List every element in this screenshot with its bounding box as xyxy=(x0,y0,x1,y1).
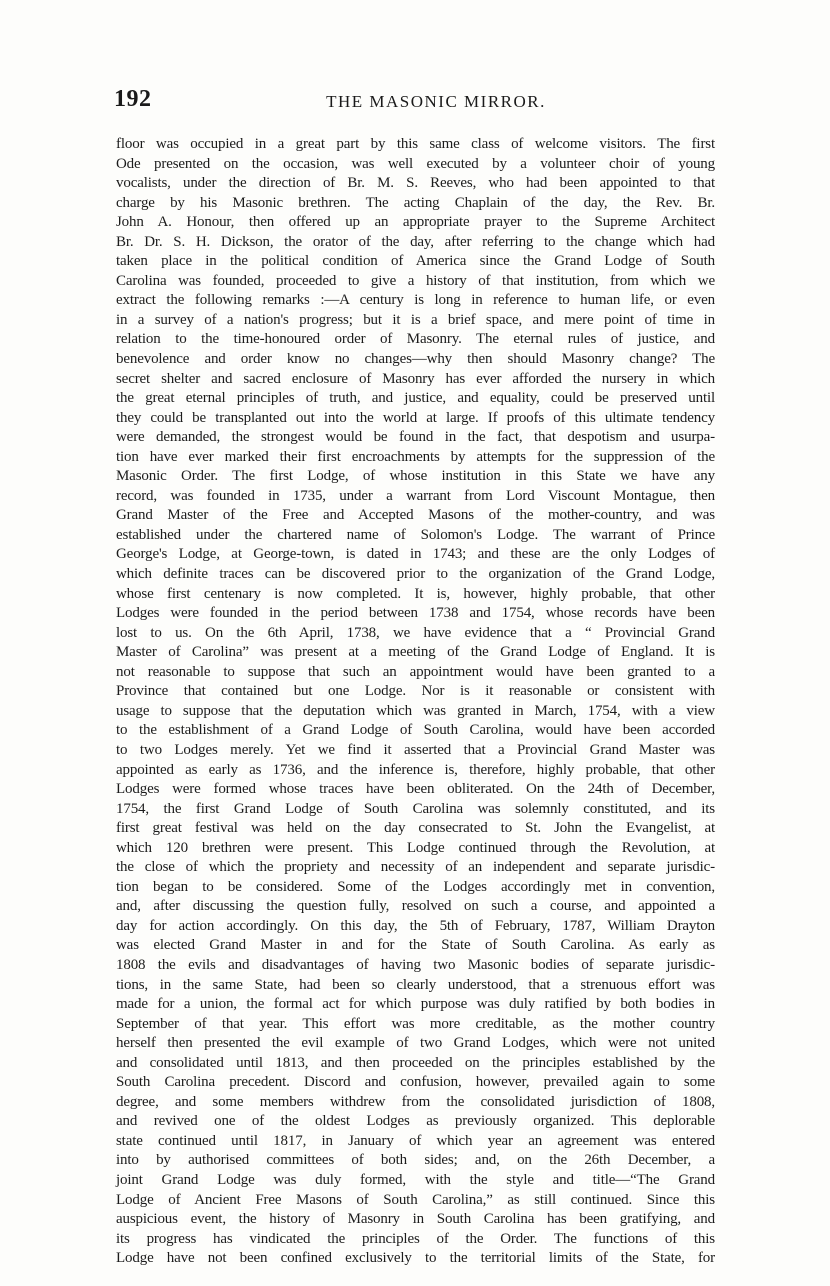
text-line: taken place in the political condition of America since the Grand Lodge of South xyxy=(116,253,715,270)
text-line: Br. Dr. S. H. Dickson, the orator of the day, after referring to the change which had xyxy=(116,233,715,250)
text-line: Lodge have not been confined exclusively to the territorial limits of the State, for xyxy=(116,1250,715,1267)
text-line: degree, and some members withdrew from the consolidated jurisdiction of 1808, xyxy=(116,1093,715,1110)
text-line: appointed as early as 1736, and the inference is, therefore, highly probable, that other xyxy=(116,761,715,778)
text-line: made for a union, the formal act for which purpose was duly ratified by both bodies in xyxy=(116,996,715,1013)
text-line: herself then presented the evil example of two Grand Lodges, which were not united xyxy=(116,1035,715,1052)
text-line: not reasonable to suppose that such an appointment would have been granted to a xyxy=(116,663,715,680)
text-line: auspicious event, the history of Masonry in South Carolina has been gratifying, and xyxy=(116,1211,715,1228)
text-line: to two Lodges merely. Yet we find it asserted that a Provincial Grand Master was xyxy=(116,741,715,758)
text-line: and consolidated until 1813, and then proceeded on the principles established by the xyxy=(116,1054,715,1071)
text-line: its progress has vindicated the principles of the Order. The functions of this xyxy=(116,1230,715,1247)
text-line: extract the following remarks :—A century is long in reference to human life, or even xyxy=(116,292,715,309)
text-line: into by authorised committees of both sides; and, on the 26th December, a xyxy=(116,1152,715,1169)
text-line: Lodges were founded in the period between 1738 and 1754, whose records have been xyxy=(116,605,715,622)
text-line: established under the chartered name of Solomon's Lodge. The warrant of Prince xyxy=(116,526,715,543)
text-line: relation to the time-honoured order of Masonry. The eternal rules of justice, and xyxy=(116,331,715,348)
text-line: and revived one of the oldest Lodges as previously organized. This deplorable xyxy=(116,1113,715,1130)
text-line: and, after discussing the question fully, resolved on such a course, and appointed a xyxy=(116,898,715,915)
text-line: to the establishment of a Grand Lodge of South Carolina, would have been accorded xyxy=(116,722,715,739)
text-line: Master of Carolina” was present at a meeting of the Grand Lodge of England. It is xyxy=(116,644,715,661)
text-line: lost to us. On the 6th April, 1738, we have evidence that a “ Provincial Grand xyxy=(116,624,715,641)
text-line: South Carolina precedent. Discord and confusion, however, prevailed again to some xyxy=(116,1074,715,1091)
text-line: Province that contained but one Lodge. Nor is it reasonable or consistent with xyxy=(116,683,715,700)
text-line: tion have ever marked their first encroachments by attempts for the suppression of the xyxy=(116,448,715,465)
text-line: Carolina was founded, proceeded to give a history of that institution, from which we xyxy=(116,272,715,289)
text-line: Lodge of Ancient Free Masons of South Carolina,” as still continued. Since this xyxy=(116,1191,715,1208)
text-line: usage to suppose that the deputation which was granted in March, 1754, with a view xyxy=(116,702,715,719)
text-line: 1808 the evils and disadvantages of having two Masonic bodies of separate jurisdic- xyxy=(116,956,715,973)
text-line: first great festival was held on the day consecrated to St. John the Evangelist, at xyxy=(116,820,715,837)
text-line: George's Lodge, at George-town, is dated in 1743; and these are the only Lodges of xyxy=(116,546,715,563)
running-head xyxy=(114,86,718,116)
text-line: benevolence and order know no changes—why then should Masonry change? The xyxy=(116,351,715,368)
text-line: tions, in the same State, had been so clearly understood, that a strenuous effort was xyxy=(116,976,715,993)
text-line: September of that year. This effort was more creditable, as the mother country xyxy=(116,1015,715,1032)
text-line: John A. Honour, then offered up an appropriate prayer to the Supreme Architect xyxy=(116,214,715,231)
text-line: joint Grand Lodge was duly formed, with the style and title—“The Grand xyxy=(116,1171,715,1188)
text-line: whose first centenary is now completed. It is, however, highly probable, that other xyxy=(116,585,715,602)
text-line: Grand Master of the Free and Accepted Masons of the mother-country, and was xyxy=(116,507,715,524)
text-line: the close of which the propriety and necessity of an independent and separate jurisdic- xyxy=(116,859,715,876)
text-line: which definite traces can be discovered prior to the organization of the Grand Lodge, xyxy=(116,566,715,583)
text-line: charge by his Masonic brethren. The acting Chaplain of the day, the Rev. Br. xyxy=(116,194,715,211)
text-line: secret shelter and sacred enclosure of Masonry has ever afforded the nursery in which xyxy=(116,370,715,387)
body-text xyxy=(116,135,715,1269)
text-line: Ode presented on the occasion, was well executed by a volunteer choir of young xyxy=(116,155,715,172)
text-line: vocalists, under the direction of Br. M. S. Reeves, who had been appointed to that xyxy=(116,175,715,192)
text-line: 1754, the first Grand Lodge of South Carolina was solemnly constituted, and its xyxy=(116,800,715,817)
text-line: day for action accordingly. On this day, the 5th of February, 1787, William Drayton xyxy=(116,917,715,934)
text-line: tion began to be considered. Some of the Lodges accordingly met in convention, xyxy=(116,878,715,895)
text-line: were demanded, the strongest would be found in the fact, that despotism and usurpa- xyxy=(116,429,715,446)
text-line: floor was occupied in a great part by this same class of welcome visitors. The first xyxy=(116,136,715,152)
journal-title: THE MASONIC MIRROR. xyxy=(326,92,546,111)
text-line: state continued until 1817, in January of which year an agreement was entered xyxy=(116,1132,715,1149)
page-number: 192 xyxy=(114,86,152,112)
text-line: record, was founded in 1735, under a warrant from Lord Viscount Montague, then xyxy=(116,487,715,504)
text-line: in a survey of a nation's progress; but it is a brief space, and mere point of time in xyxy=(116,311,715,328)
text-line: which 120 brethren were present. This Lodge continued through the Revolution, at xyxy=(116,839,715,856)
text-line: was elected Grand Master in and for the State of South Carolina. As early as xyxy=(116,937,715,954)
text-line: they could be transplanted out into the world at large. If proofs of this ultimate tendency xyxy=(116,409,715,426)
text-line: the great eternal principles of truth, and justice, and equality, could be preserved until xyxy=(116,390,715,407)
text-line: Masonic Order. The first Lodge, of whose institution in this State we have any xyxy=(116,468,715,485)
text-line: Lodges were formed whose traces have been obliterated. On the 24th of December, xyxy=(116,781,715,798)
